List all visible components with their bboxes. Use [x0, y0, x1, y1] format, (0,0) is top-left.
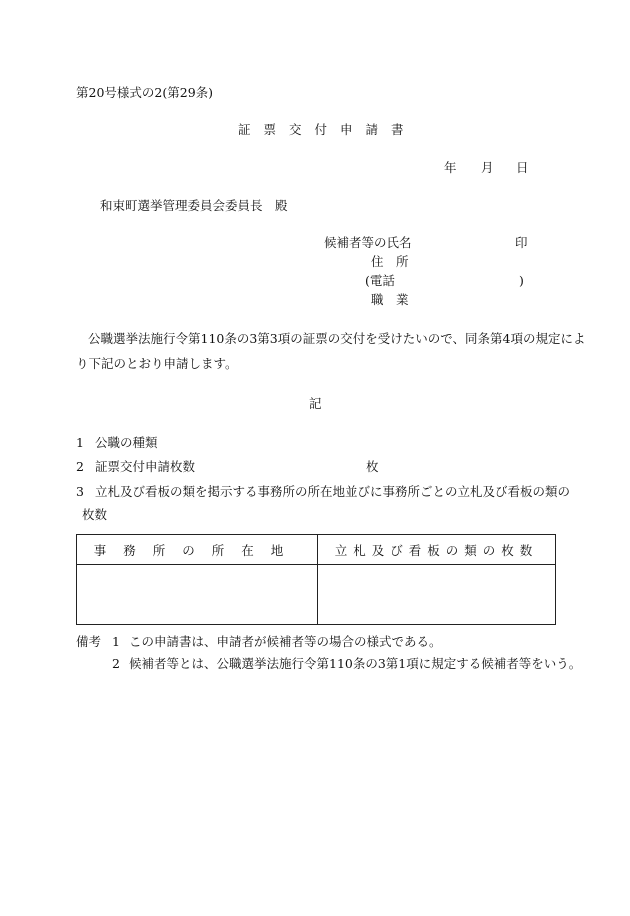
office-signboard-table [76, 534, 556, 625]
remarks-label: 備考 [76, 634, 102, 649]
cell-signboard-count [318, 565, 556, 625]
applicant-phone-close: ) [519, 273, 524, 288]
applicant-address-label: 住 所 [371, 254, 409, 269]
item-2-number: 2 [76, 459, 84, 474]
seal-mark: 印 [515, 235, 528, 250]
ki-heading: 記 [309, 396, 322, 411]
applicant-occupation-label: 職 業 [371, 292, 409, 307]
body-text-line1: 公職選挙法施行令第110条の3第3項の証票の交付を受けたいので、同条第4項の規定によ [88, 331, 586, 346]
item-2-unit: 枚 [366, 459, 379, 474]
document-title: 証票交付申請書 [238, 122, 417, 137]
remark-2-text: 候補者等とは、公職選挙法施行令第110条の3第1項に規定する候補者等をいう。 [129, 656, 582, 671]
header-signboard-count-text: 立札及び看板の類の枚数 [334, 542, 539, 558]
addressee: 和束町選挙管理委員会委員長 殿 [100, 198, 288, 213]
header-signboard-count [318, 535, 556, 565]
remark-1-text: この申請書は、申請者が候補者等の場合の様式である。 [129, 634, 442, 649]
date-day: 日 [516, 160, 529, 175]
form-number: 第20号様式の2(第29条) [76, 85, 214, 100]
date-year: 年 [444, 160, 457, 175]
remark-1-number: 1 [112, 634, 120, 649]
date-month: 月 [481, 160, 494, 175]
header-office-location [77, 535, 318, 565]
item-3-text-cont: 枚数 [82, 507, 108, 522]
header-office-location-text: 事務所の所在地 [93, 542, 301, 558]
applicant-phone-label: (電話 [365, 273, 395, 288]
table-row [77, 565, 556, 625]
item-3-number: 3 [76, 484, 84, 499]
item-1-number: 1 [76, 435, 84, 450]
remark-2-number: 2 [112, 656, 120, 671]
cell-office-location [77, 565, 318, 625]
item-2-text: 証票交付申請枚数 [95, 459, 196, 474]
item-3-text: 立札及び看板の類を掲示する事務所の所在地並びに事務所ごとの立札及び看板の類の [95, 484, 571, 499]
table-header-row [77, 535, 556, 565]
item-1-text: 公職の種類 [95, 435, 158, 450]
body-text-line2: り下記のとおり申請します。 [76, 356, 238, 371]
applicant-name-label: 候補者等の氏名 [324, 235, 412, 250]
